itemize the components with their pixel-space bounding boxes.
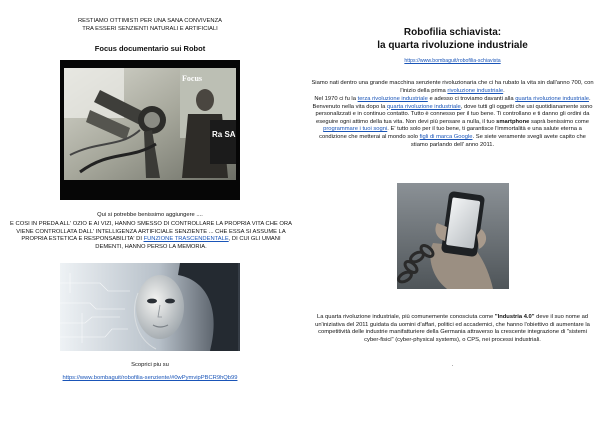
header-line-1: RESTIAMO OTTIMISTI PER UNA SANA CONVIVENZA [78,18,222,24]
figli-google-link[interactable]: figli di marca Google [419,133,473,140]
p2-text-b: e adesso ci troviamo davanti alla [429,96,514,102]
paragraph-2 [311,96,594,149]
caption-text: E COSI IN PREDA ALL' OZIO E AI VIZI, HANNO SMESSO DI CONTROLLARE LA PROPRIA VITA CHE ORA VIENE CONTROLLATA DALL' INTELLIGENZA ARTIFICIALE SENZIENTE ... CHE ESSA SI ASSUME LA PROPRIA ESTETICA E RESPONSABILITA' DI [10,221,292,243]
trailing-dot: . [451,362,454,368]
video-logo: Focus [182,74,202,83]
p1-end: . [503,87,505,94]
discover-label: Scoprici piu su [131,362,169,368]
discover-link[interactable]: https://www.bombaguit/robofilia-senziente/#0wPymvipPBCR9hQb99 [62,375,238,381]
video-panel-text: Ra SA [212,130,236,139]
caption-text-end: , DI CUI GLI UMANI DEMENTI, HANNO PERSO LA MEMORIA. [95,236,281,250]
article-url-link[interactable]: https://www.bombaguit/robofilia-schiavista [404,58,501,64]
rivoluzione-industriale-link[interactable]: rivoluzione industriale [447,87,504,94]
p1-text: Siamo nati dentro una grande macchina senziente rivoluzionaria che ci ha rubato la vita sin dall'anno 700, con l'inizio della prima [311,80,594,94]
header-line-2: TRA ESSERI SENZIENTI NATURALI E ARTIFICIALI [82,25,218,32]
p3-text-a: La quarta rivoluzione industriale, più comunemente conosciuta come [316,314,494,320]
quarta-rivoluzione-link[interactable]: quarta rivoluzione industriale [515,96,589,102]
p2-text-c: . Benvenuto nella vita dopo la [312,96,591,110]
programmare-sogni-link[interactable]: programmare i tuoi sogni [323,126,388,133]
terza-rivoluzione-link[interactable]: terza rivoluzione industriale [357,96,428,102]
title-line-1: Robofilia schiavista: [403,27,502,38]
paragraph-3 [311,314,594,344]
smartphone-bold: smartphone [496,118,530,125]
ai-face-image [60,263,240,351]
chained-smartphone-image [397,183,509,289]
paragraph-1 [311,80,594,95]
section-title: Focus documentario sui Robot [94,44,206,53]
caption-body [10,221,292,251]
p2-text-e: saprà benissimo come [530,118,589,125]
p2-text-g: . Se siete veramente svegli avete capito che stiamo parlando dell' anno 2011. [410,133,586,148]
funzione-trascendentale-link[interactable]: FUNZIONE TRASCENDENTALE [143,236,229,243]
article-title [305,26,600,52]
android-face-icon [60,263,240,351]
video-player[interactable] [60,60,240,200]
p2-text-f: . E' tutto solo per il tuo bene, ti garantisce l'immortalità e una salute eterna a condizione che metterai al mondo solo [319,126,582,140]
chained-phone-icon [397,183,509,289]
quarta-rivoluzione-link-2[interactable]: quarta rivoluzione industriale [386,103,461,110]
caption-intro: Qui si potrebbe benissimo aggiungere .... [97,212,203,218]
p2-text-d: , dove tutti gli oggetti che usi quotidianamente sono personalizzati e in continuo contatto. Tutto è connesso per il tuo bene. Ti controllano e ti danno gli ordini da eseguire ogni attimo della tua vita. Non devi più pensare a nulla, il tuo [315,103,593,125]
left-header [0,18,300,33]
p2-text-a: Nel 1970 ci fu la [314,96,356,102]
p3-text-b: deve il suo nome ad un'iniziativa del 2011 guidata da uomini d'affari, politici ed accademici, che hanno l'obiettivo di aumentare la competitività delle industrie manifatturiere della Germania attraverso la crescente integrazione di "sistemi cyber-fisici" (cyber-physical systems), o CPS, nei processi industriali. [315,314,590,343]
industria-bold: "Industria 4.0" [494,314,535,320]
title-line-2: la quarta rivoluzione industriale [377,40,528,51]
